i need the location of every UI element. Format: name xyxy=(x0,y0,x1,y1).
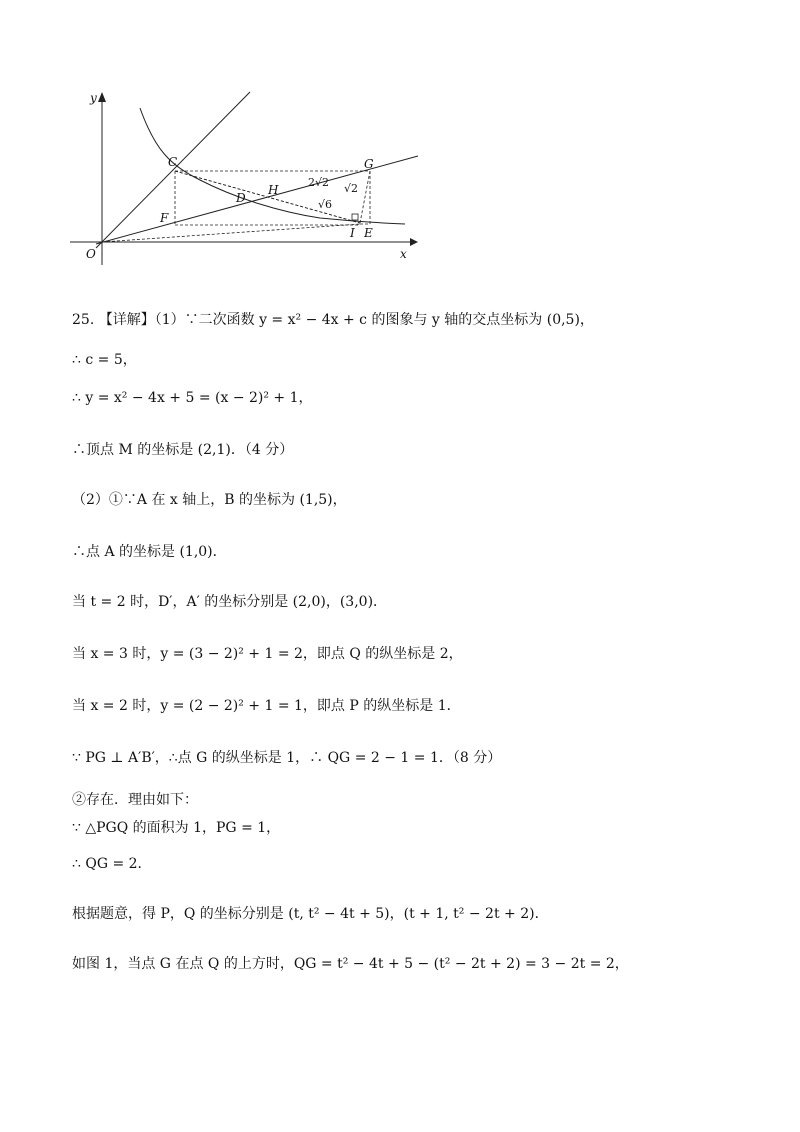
text-line-13: ∴ QG = 2． xyxy=(72,856,152,872)
text-line-9: 当 x = 2 时，y = (2 − 2)² + 1 = 1，即点 P 的纵坐标是 1． xyxy=(72,698,461,714)
text-line-3: ∴ y = x² − 4x + 5 = (x − 2)² + 1， xyxy=(72,390,313,406)
text-line-12: ∵ △PGQ 的面积为 1，PG = 1， xyxy=(72,820,281,836)
label-x: x xyxy=(400,247,407,261)
label-c: C xyxy=(168,155,178,169)
text-line-14: 根据题意，得 P，Q 的坐标分别是 (t, t² − 4t + 5)，(t + 1, t² − 2t + 2)． xyxy=(72,906,549,922)
label-len1: 2√2 xyxy=(308,176,330,189)
label-h: H xyxy=(268,183,279,197)
text-line-7: 当 t = 2 时，D′，A′ 的坐标分别是 (2,0)，(3,0)． xyxy=(72,594,388,610)
label-f: F xyxy=(160,211,169,225)
x-axis-arrow xyxy=(410,238,418,246)
label-g: G xyxy=(364,157,374,171)
label-e: E xyxy=(364,226,373,240)
label-i: I xyxy=(350,226,355,240)
figure-svg xyxy=(60,80,420,270)
label-o: O xyxy=(86,247,96,261)
label-len3: √6 xyxy=(318,198,333,211)
text-line-4: ∴顶点 M 的坐标是 (2,1)．（4 分） xyxy=(72,442,294,458)
label-y: y xyxy=(90,91,97,105)
text-line-6: ∴点 A 的坐标是 (1,0)． xyxy=(72,544,227,560)
geometry-figure xyxy=(60,80,420,270)
text-line-8: 当 x = 3 时，y = (3 − 2)² + 1 = 2，即点 Q 的纵坐标是 2， xyxy=(72,646,463,662)
label-d: D xyxy=(236,191,246,205)
text-line-1: 25. 【详解】（1）∵二次函数 y = x² − 4x + c 的图象与 y 轴的交点坐标为 (0,5)， xyxy=(72,312,594,328)
label-len2: √2 xyxy=(344,182,359,195)
y-axis-arrow xyxy=(98,92,106,102)
text-line-5: （2）①∵A 在 x 轴上，B 的坐标为 (1,5)， xyxy=(72,492,347,508)
text-line-2: ∴ c = 5， xyxy=(72,352,137,368)
right-angle-mark xyxy=(352,214,358,220)
text-line-15: 如图 1，当点 G 在点 Q 的上方时，QG = t² − 4t + 5 − (t² − 2t + 2) = 3 − 2t = 2， xyxy=(72,956,629,972)
text-line-10: ∵ PG ⊥ A′B′，∴点 G 的纵坐标是 1，∴ QG = 2 − 1 = 1．（8 分） xyxy=(72,750,502,766)
text-line-11: ②存在．理由如下： xyxy=(72,792,198,808)
